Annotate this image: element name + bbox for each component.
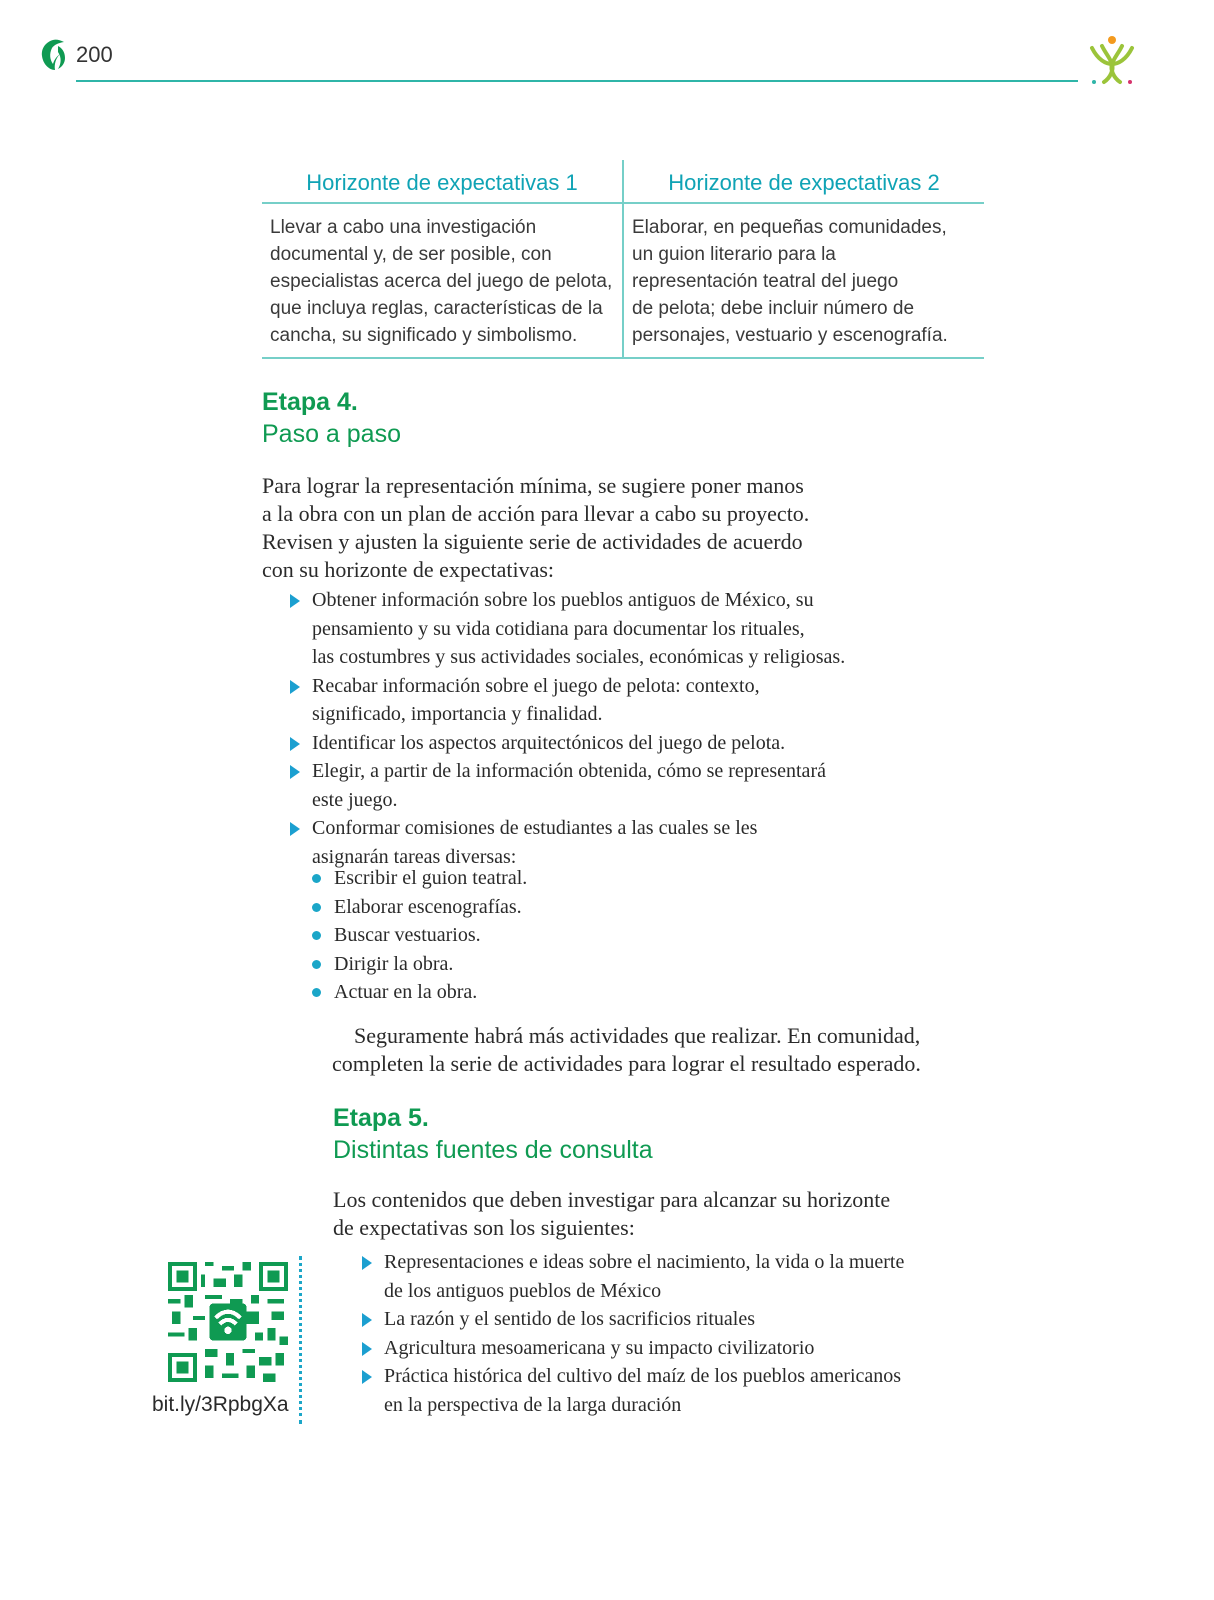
dot-bullet-icon [312,960,321,969]
triangle-bullet-icon [362,1313,372,1327]
table-line: documental y, de ser posible, con [270,244,552,265]
list-line: Agricultura mesoamericana y su impacto civilizatorio [384,1336,815,1359]
horizon-1-text [262,203,623,358]
sub-list-item: Dirigir la obra. [312,950,527,979]
text-line: Seguramente habrá más actividades que realizar. En comunidad, [354,1023,921,1048]
list-item [362,1334,904,1363]
table-line: Llevar a cabo una investigación [270,217,537,238]
sub-list-item: Elaborar escenografías. [312,893,527,922]
list-line: en la perspectiva de la larga duración [384,1393,682,1416]
stage-4-number: Etapa 4. [262,388,358,416]
stage-4-title: Paso a paso [262,420,401,448]
text-line: con su horizonte de expectativas: [262,557,555,582]
list-line: asignarán tareas diversas: [312,845,517,868]
triangle-bullet-icon [362,1370,372,1384]
stage-5-number: Etapa 5. [333,1104,429,1132]
dot-bullet-icon [312,988,321,997]
list-line: las costumbres y sus actividades sociales, económicas y religiosas. [312,646,846,668]
list-line: La razón y el sentido de los sacrificios rituales [384,1308,755,1330]
text-line: Para lograr la representación mínima, se sugiere poner manos [262,473,804,498]
table-line: cancha, su significado y simbolismo. [270,325,578,346]
horizon-2-header: Horizonte de expectativas 2 [623,160,984,203]
page-number: 200 [76,42,113,67]
list-line: Representaciones e ideas sobre el nacimiento, la vida o la muerte [384,1251,905,1273]
figure-logo-icon [1084,34,1140,88]
list-item [290,729,845,758]
qr-code-icon[interactable] [168,1262,288,1382]
stage-4-heading [262,386,401,450]
sub-list-item: Actuar en la obra. [312,978,527,1007]
triangle-bullet-icon [290,737,300,751]
table-line: especialistas acerca del juego de pelota, [270,271,613,292]
commission-task-list [312,864,527,1007]
dot-bullet-icon [312,903,321,912]
text-line: Revisen y ajusten la siguiente serie de actividades de acuerdo [262,529,803,554]
triangle-bullet-icon [362,1342,372,1356]
header-rule [76,80,1078,82]
list-line: este juego. [312,788,398,811]
stage-5-title: Distintas fuentes de consulta [333,1136,653,1164]
table-line: Elaborar, en pequeñas comunidades, [632,217,947,238]
list-item [362,1362,904,1419]
triangle-bullet-icon [362,1256,372,1270]
list-line: Obtener información sobre los pueblos antiguos de México, su [312,589,814,611]
horizons-table [262,160,984,359]
list-item [362,1248,904,1305]
table-line: de pelota; debe incluir número de [632,298,915,319]
triangle-bullet-icon [290,822,300,836]
list-line: Elegir, a partir de la información obtenida, cómo se representará [312,760,826,782]
table-line: personajes, vestuario y escenografía. [632,325,948,346]
list-item [290,586,845,672]
stage-5-content-list [362,1248,904,1419]
list-line: Recabar información sobre el juego de pelota: contexto, [312,674,760,697]
list-item [290,757,845,814]
triangle-bullet-icon [290,765,300,779]
stage-5-intro [333,1186,890,1242]
horizon-1-header: Horizonte de expectativas 1 [262,160,623,203]
list-line: Identificar los aspectos arquitectónicos del juego de pelota. [312,731,786,754]
horizon-2-text [623,203,984,358]
sub-list-item: Escribir el guion teatral. [312,864,527,893]
table-line: que incluya reglas, características de la [270,298,603,319]
list-line: Práctica histórica del cultivo del maíz de los pueblos americanos [384,1365,902,1387]
stage-4-intro [262,472,809,584]
triangle-bullet-icon [290,594,300,608]
dot-bullet-icon [312,874,321,883]
list-item [290,814,845,871]
sub-list-item: Buscar vestuarios. [312,921,527,950]
table-line: un guion literario para la [632,244,836,265]
list-item [290,672,845,729]
leaf-icon [38,38,68,72]
stage-4-activity-list [290,586,845,871]
qr-divider [299,1256,302,1424]
list-line: pensamiento y su vida cotidiana para documentar los rituales, [312,617,805,640]
list-line: significado, importancia y finalidad. [312,703,603,725]
triangle-bullet-icon [290,680,300,694]
text-line: a la obra con un plan de acción para llevar a cabo su proyecto. [262,501,810,526]
qr-link[interactable]: bit.ly/3RpbgXa [152,1393,289,1416]
list-item [362,1305,904,1334]
stage-5-heading [333,1102,653,1166]
list-line: Conformar comisiones de estudiantes a las cuales se les [312,817,758,839]
text-line: completen la serie de actividades para lograr el resultado esperado. [332,1051,921,1076]
text-line: Los contenidos que deben investigar para alcanzar su horizonte [333,1187,891,1212]
list-line: de los antiguos pueblos de México [384,1279,662,1302]
table-line: representación teatral del juego [632,271,899,292]
text-line: de expectativas son los siguientes: [333,1215,635,1240]
dot-bullet-icon [312,931,321,940]
stage-4-closing [332,1022,921,1078]
